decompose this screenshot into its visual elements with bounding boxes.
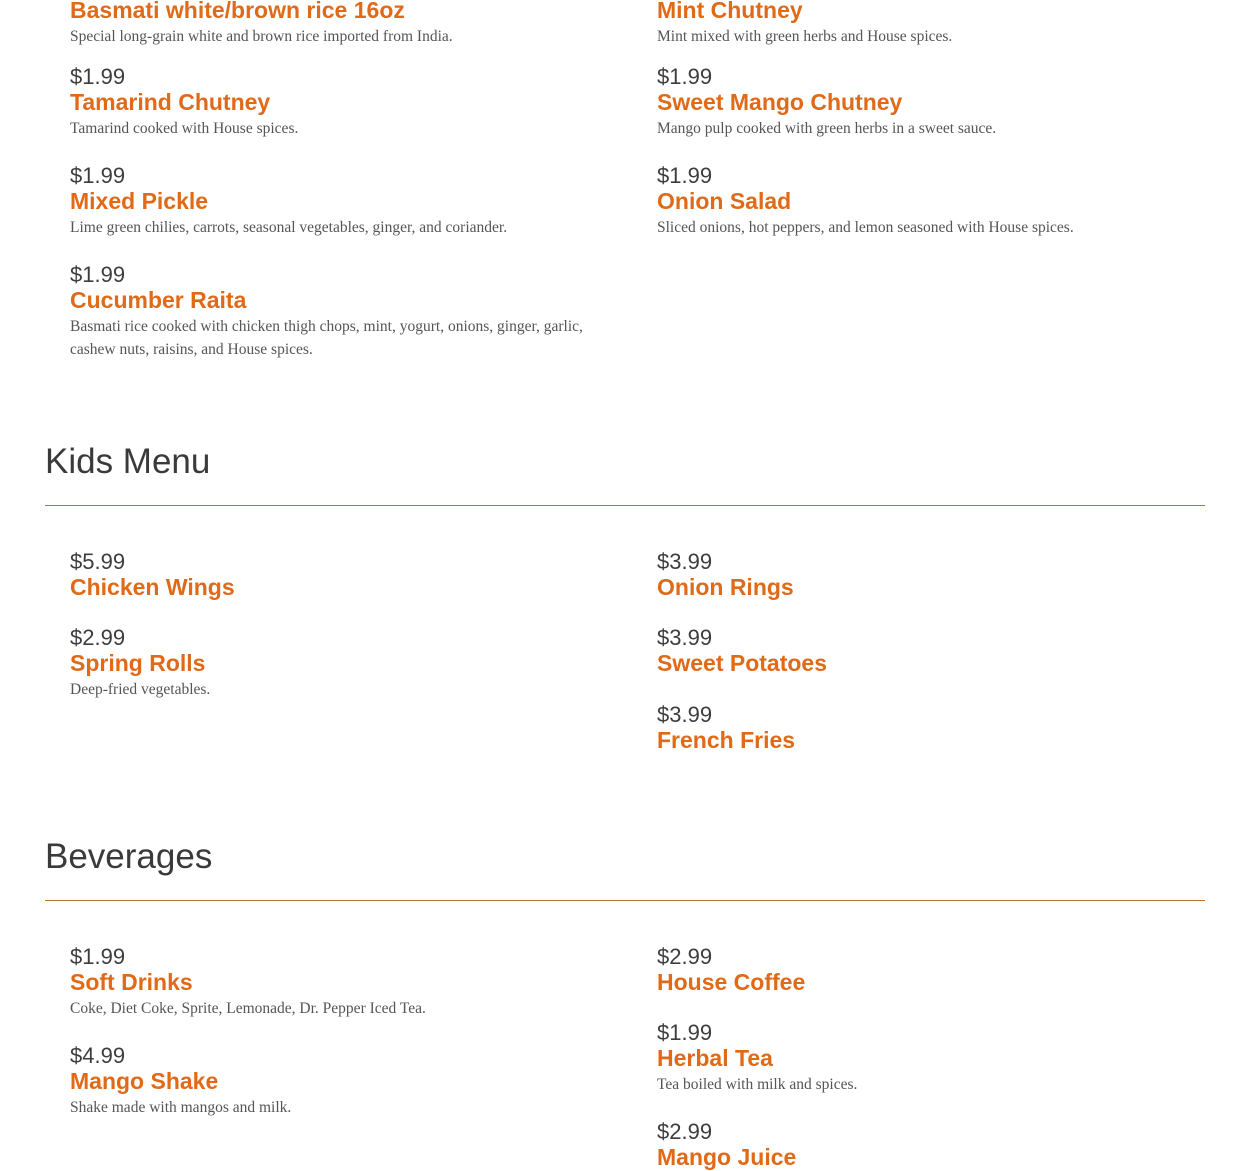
section-title-kids-menu: Kids Menu: [45, 442, 211, 481]
item-description: Sliced onions, hot peppers, and lemon seasoned with House spices.: [657, 219, 1074, 236]
item-description: Special long-grain white and brown rice imported from India.: [70, 28, 453, 45]
item-price: $3.99: [657, 625, 713, 650]
item-name: Sweet Mango Chutney: [657, 89, 903, 115]
item-price: $1.99: [657, 163, 713, 188]
section-divider: [45, 505, 1205, 506]
item-description: Tamarind cooked with House spices.: [70, 120, 299, 137]
item-price: $1.99: [70, 163, 126, 188]
item-name: Sweet Potatoes: [657, 650, 827, 676]
item-name: Chicken Wings: [70, 574, 235, 600]
item-description: Lime green chilies, carrots, seasonal vegetables, ginger, and coriander.: [70, 219, 508, 236]
menu-item-french-fries: [657, 703, 1197, 754]
menu-item-mango-shake: [70, 1044, 610, 1119]
item-price: $1.99: [657, 64, 713, 89]
item-price: $4.99: [70, 1043, 126, 1068]
menu-item-onion-salad: [657, 164, 1197, 239]
menu-item-spring-rolls: [70, 626, 610, 701]
item-price: $2.99: [657, 944, 713, 969]
menu-item-mango-juice: [657, 1120, 1197, 1171]
item-name: Spring Rolls: [70, 650, 206, 676]
section-divider: [45, 900, 1205, 901]
item-price: $2.99: [70, 625, 126, 650]
item-price: $2.99: [657, 1119, 713, 1144]
item-price: $3.99: [657, 702, 713, 727]
section-title-beverages: Beverages: [45, 837, 213, 876]
item-description: Coke, Diet Coke, Sprite, Lemonade, Dr. Pepper Iced Tea.: [70, 1000, 426, 1017]
menu-item-chicken-wings: [70, 550, 610, 601]
item-price: $1.99: [70, 262, 126, 287]
item-description: Shake made with mangos and milk.: [70, 1099, 292, 1116]
item-name: Onion Rings: [657, 574, 794, 600]
menu-item-tamarind-chutney: [70, 65, 610, 140]
menu-item-sweet-potatoes: [657, 626, 1197, 677]
item-description: Basmati rice cooked with chicken thigh chops, mint, yogurt, onions, ginger, garlic, cashew nuts, raisins, and House spices.: [70, 318, 583, 358]
menu-item-cucumber-raita: [70, 263, 590, 361]
menu-item-soft-drinks: [70, 945, 610, 1020]
menu-item-sweet-mango-chutney: [657, 65, 1197, 140]
item-name: Cucumber Raita: [70, 287, 247, 313]
item-name: French Fries: [657, 727, 796, 753]
item-name: Mint Chutney: [657, 0, 803, 23]
item-price: $1.99: [70, 944, 126, 969]
item-name: Herbal Tea: [657, 1045, 773, 1071]
item-name: Basmati white/brown rice 16oz: [70, 0, 405, 23]
item-description: Deep-fried vegetables.: [70, 681, 211, 698]
item-name: Onion Salad: [657, 188, 792, 214]
item-description: Mint mixed with green herbs and House spices.: [657, 28, 953, 45]
menu-item-basmati-rice: [70, 0, 610, 48]
item-name: Mixed Pickle: [70, 188, 209, 214]
item-name: House Coffee: [657, 969, 806, 995]
menu-item-onion-rings: [657, 550, 1197, 601]
item-name: Mango Shake: [70, 1068, 219, 1094]
item-price: $5.99: [70, 549, 126, 574]
menu-item-house-coffee: [657, 945, 1197, 996]
item-description: Tea boiled with milk and spices.: [657, 1076, 858, 1093]
item-name: Mango Juice: [657, 1144, 797, 1170]
menu-item-mint-chutney: [657, 0, 1197, 48]
item-price: $3.99: [657, 549, 713, 574]
item-name: Tamarind Chutney: [70, 89, 271, 115]
menu-item-herbal-tea: [657, 1021, 1197, 1096]
menu-item-mixed-pickle: [70, 164, 610, 239]
item-price: $1.99: [70, 64, 126, 89]
item-price: $1.99: [657, 1020, 713, 1045]
item-name: Soft Drinks: [70, 969, 193, 995]
item-description: Mango pulp cooked with green herbs in a sweet sauce.: [657, 120, 997, 137]
